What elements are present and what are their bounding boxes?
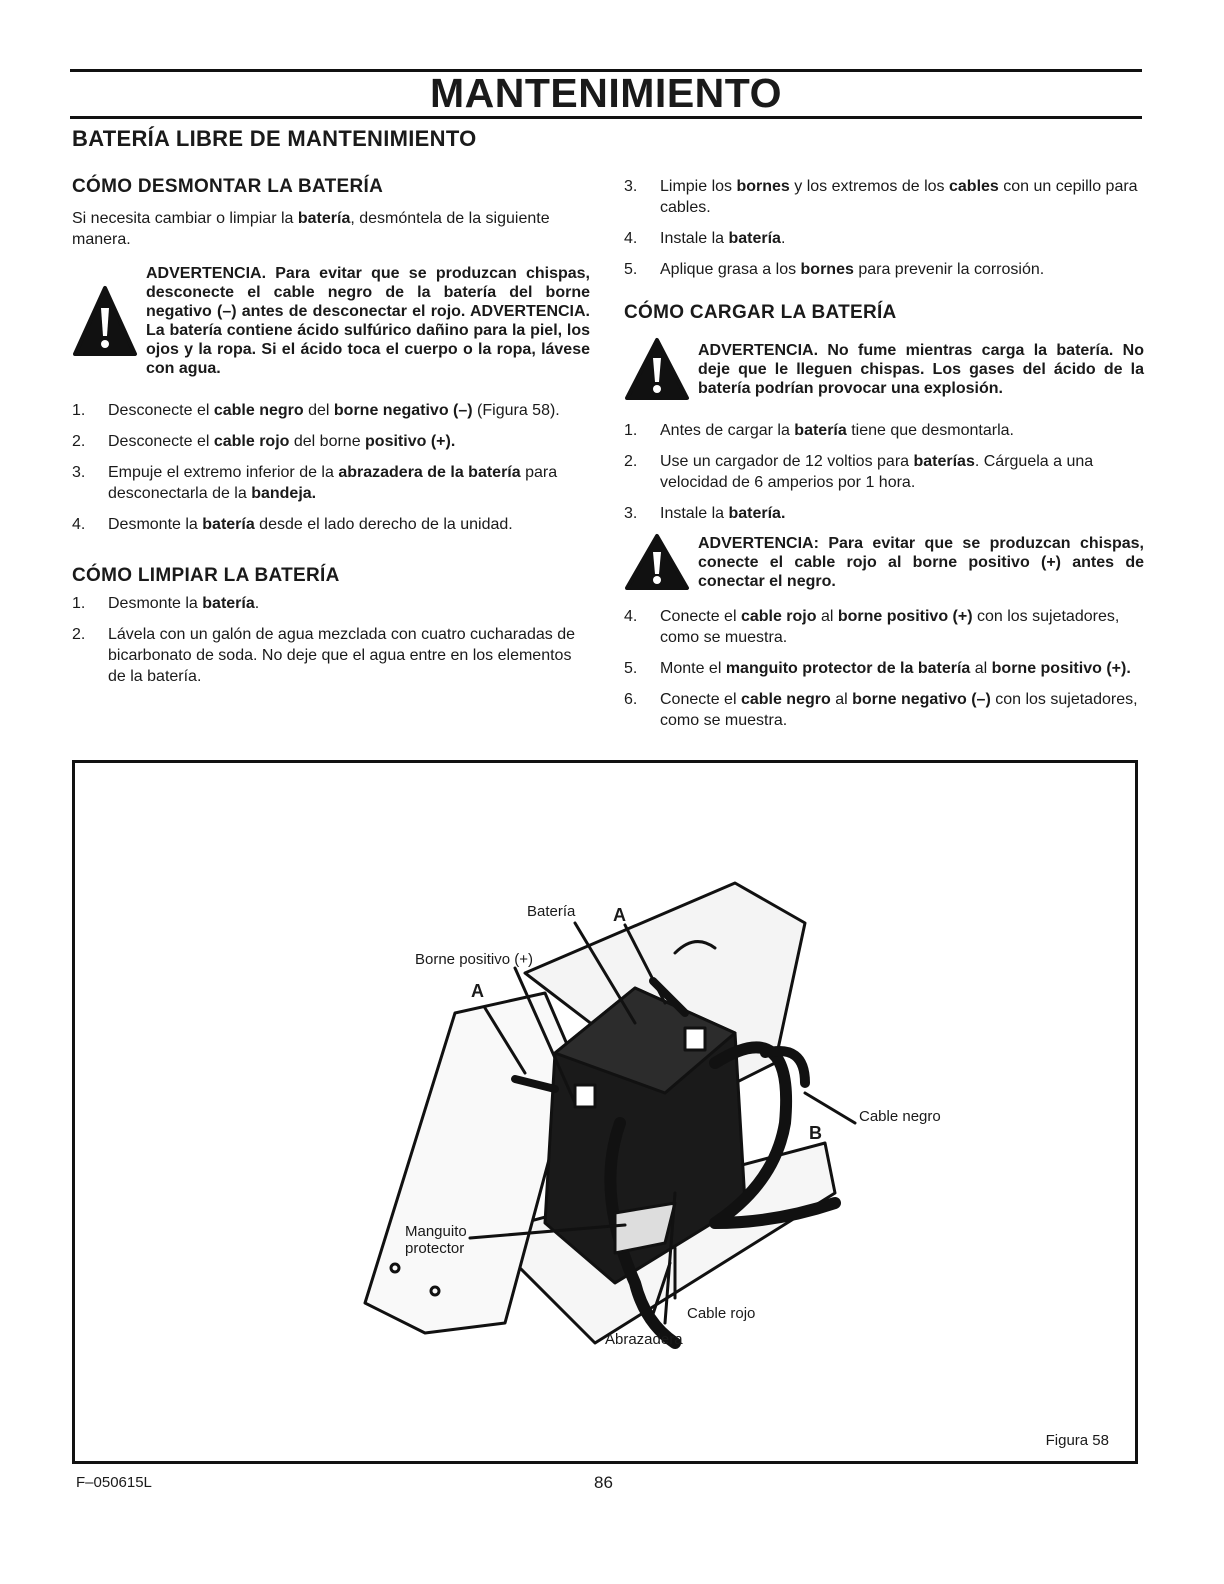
step-number: 2. (624, 453, 638, 470)
step-part: tiene que desmontarla. (846, 422, 1014, 439)
step-part: del (303, 402, 334, 419)
list-item (72, 624, 590, 687)
step-text (660, 658, 1144, 679)
warning-triangle-icon (624, 336, 690, 402)
list-item (72, 593, 590, 614)
step-text (660, 228, 1144, 249)
step-text (108, 400, 590, 421)
step-number: 6. (624, 691, 638, 708)
terminal-negative (685, 1028, 705, 1050)
charge-heading: CÓMO CARGAR LA BATERÍA (624, 302, 897, 323)
step-text (108, 593, 590, 614)
left-column (72, 176, 590, 697)
step-text (660, 420, 1144, 441)
step-number: 4. (624, 230, 638, 247)
intro-text: Si necesita cambiar o limpiar la (72, 210, 298, 227)
title-rule-bottom (70, 116, 1142, 119)
step-number: 5. (624, 660, 638, 677)
list-item (624, 658, 1144, 679)
step-bold: batería (202, 595, 255, 612)
step-bold: bandeja. (251, 485, 317, 502)
step-part: al (970, 660, 992, 677)
step-bold: borne negativo (–) (852, 691, 991, 708)
step-text: Lávela con un galón de agua mezclada con cuatro cucharadas de bicarbonato de soda. No deje que el agua entre en los elementos de la batería. (108, 626, 575, 685)
step-part: Empuje el extremo inferior de la (108, 464, 339, 481)
label-a-left: A (471, 981, 484, 1001)
step-part: con un cepillo para cables. (660, 178, 1138, 216)
warning-charge-text: ADVERTENCIA. No fume mientras carga la batería. No deje que le lleguen chispas. Los gases del ácido de la batería podrían provocar una explosión. (698, 341, 1144, 397)
step-text (108, 431, 590, 452)
terminal-positive (575, 1085, 595, 1107)
step-part: Desconecte el (108, 433, 214, 450)
step-bold: bornes (736, 178, 790, 195)
step-number: 2. (72, 626, 86, 643)
list-item (624, 176, 1144, 218)
step-number: 4. (72, 516, 86, 533)
list-item (72, 514, 590, 535)
warning-charge (624, 336, 1144, 402)
step-text (660, 451, 1144, 493)
step-number: 3. (72, 464, 86, 481)
step-number: 3. (624, 505, 638, 522)
step-number: 1. (72, 402, 86, 419)
step-part: Desconecte el (108, 402, 214, 419)
label-abrazadera: Abrazadera (605, 1331, 683, 1348)
step-bold: manguito protector de la batería (725, 660, 971, 677)
step-part: al (830, 691, 853, 708)
step-part: para desconectarla de la (108, 464, 558, 502)
step-bold: borne positivo (+). (991, 660, 1131, 677)
step-bold: cables (949, 178, 999, 195)
page-title: MANTENIMIENTO (430, 70, 782, 116)
list-item (72, 431, 590, 452)
step-part: Antes de cargar la (660, 422, 795, 439)
step-part: para prevenir la corrosión. (853, 261, 1045, 278)
step-bold: cable rojo (213, 433, 290, 450)
step-bold: baterías (913, 453, 975, 470)
clean-heading: CÓMO LIMPIAR LA BATERÍA (72, 565, 340, 586)
remove-steps (72, 400, 590, 535)
step-text (660, 259, 1144, 280)
list-item (72, 400, 590, 421)
leader-line (805, 1093, 855, 1123)
step-part: desde el lado derecho de la unidad. (254, 516, 513, 533)
step-bold: batería. (728, 505, 786, 522)
step-bold: abrazadera de la batería (338, 464, 521, 481)
step-number: 1. (624, 422, 638, 439)
warning-connect (624, 532, 1144, 592)
step-part: con los sujetadores, como se muestra. (660, 691, 1138, 729)
step-number: 3. (624, 178, 638, 195)
intro-text-end: , desmóntela de la siguiente manera. (72, 210, 550, 248)
list-item (624, 503, 1144, 524)
step-number: 5. (624, 261, 638, 278)
step-text (108, 462, 590, 504)
step-text (660, 606, 1144, 648)
charge-steps-a (624, 420, 1144, 524)
clean-steps-continued (624, 176, 1144, 280)
step-part: Desmonte la (108, 516, 203, 533)
list-item (624, 259, 1144, 280)
step-part: al (816, 608, 838, 625)
warning-triangle-icon (72, 284, 138, 358)
label-cable-rojo: Cable rojo (687, 1305, 756, 1322)
step-part: . (254, 595, 260, 612)
label-manguito: Manguito protector (405, 1223, 467, 1257)
step-bold: cable negro (213, 402, 304, 419)
right-column (624, 176, 1144, 741)
step-bold: cable negro (740, 691, 831, 708)
label-cable-negro: Cable negro (859, 1108, 941, 1125)
step-part: Instale la (660, 505, 729, 522)
figure-58 (72, 760, 1138, 1464)
step-text (108, 514, 590, 535)
page-number: 86 (594, 1473, 613, 1492)
step-bold: batería (202, 516, 255, 533)
step-part: . (780, 230, 786, 247)
step-number: 1. (72, 595, 86, 612)
step-part: y los extremos de los (789, 178, 949, 195)
clean-steps (72, 593, 590, 687)
remove-heading: CÓMO DESMONTAR LA BATERÍA (72, 176, 384, 197)
figure-caption: Figura 58 (1045, 1432, 1109, 1449)
step-part: Limpie los (660, 178, 737, 195)
warning-triangle-icon (624, 532, 690, 592)
warning-remove (72, 264, 590, 378)
step-part: con los sujetadores, como se muestra. (660, 608, 1120, 646)
step-bold: batería (794, 422, 847, 439)
warning-connect-text: ADVERTENCIA: Para evitar que se produzcan chispas, conecte el cable rojo al borne positivo (+) antes de conectar el negro. (698, 534, 1144, 590)
step-bold: batería (728, 230, 781, 247)
list-item (72, 462, 590, 504)
step-part: (Figura 58). (472, 402, 560, 419)
list-item (624, 420, 1144, 441)
step-bold: borne positivo (+) (837, 608, 973, 625)
label-bateria: Batería (527, 903, 576, 920)
step-part: Instale la (660, 230, 729, 247)
step-text (660, 689, 1144, 731)
remove-intro (72, 208, 590, 250)
step-part: del borne (289, 433, 366, 450)
list-item (624, 689, 1144, 731)
battery-illustration (75, 763, 1135, 1461)
step-bold: positivo (+). (365, 433, 456, 450)
list-item (624, 606, 1144, 648)
step-text (660, 176, 1144, 218)
step-bold: borne negativo (–) (333, 402, 473, 419)
list-item (624, 451, 1144, 493)
step-part: Aplique grasa a los (660, 261, 801, 278)
step-number: 4. (624, 608, 638, 625)
charge-steps-b (624, 606, 1144, 731)
intro-bold: batería (297, 210, 351, 227)
step-part: Conecte el (660, 608, 741, 625)
label-a-top: A (613, 905, 626, 925)
step-part: Desmonte la (108, 595, 203, 612)
step-bold: bornes (800, 261, 854, 278)
step-bold: cable rojo (740, 608, 817, 625)
step-part: Use un cargador de 12 voltios para (660, 453, 914, 470)
step-part: . Cárguela a una velocidad de 6 amperios por 1 hora. (660, 453, 1094, 491)
section-title: BATERÍA LIBRE DE MANTENIMIENTO (72, 126, 477, 151)
step-part: Monte el (660, 660, 726, 677)
warning-remove-text: ADVERTENCIA. Para evitar que se produzcan chispas, desconecte el cable negro de la batería del borne negativo (–) antes de desconectar el rojo. ADVERTENCIA. La batería contiene ácido sulfúrico dañino para la piel, los ojos y la ropa. Si el ácido toca el cuerpo o la ropa, lávese con agua. (146, 265, 590, 377)
label-borne-positivo: Borne positivo (+) (415, 951, 533, 968)
step-part: Conecte el (660, 691, 741, 708)
step-text (660, 503, 1144, 524)
step-number: 2. (72, 433, 86, 450)
list-item (624, 228, 1144, 249)
label-b: B (809, 1123, 822, 1143)
document-code: F–050615L (76, 1474, 152, 1491)
